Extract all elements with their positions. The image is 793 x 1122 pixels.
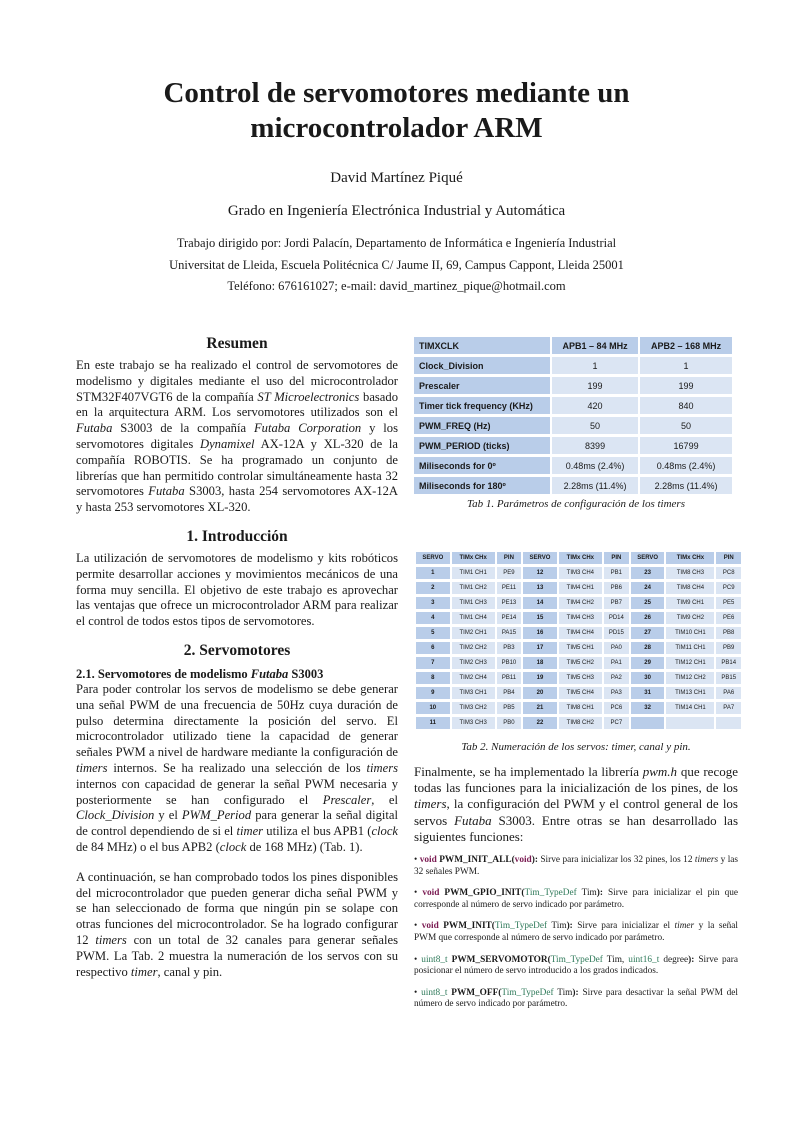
timer-channel: TIM11 CH1 xyxy=(666,642,714,654)
functions-block xyxy=(414,764,738,1011)
param-name: Miliseconds for 180º xyxy=(414,477,550,494)
timer-channel: TIM5 CH1 xyxy=(559,642,602,654)
header-cell: SERVO xyxy=(523,552,557,564)
apb1-value: 0.48ms (2.4%) xyxy=(552,457,638,474)
table-1-caption: Tab 1. Parámetros de configuración de los timers xyxy=(467,498,685,510)
affiliation-line-3: Teléfono: 676161027; e-mail: david_martinez_pique@hotmail.com xyxy=(227,279,566,293)
pin: PD15 xyxy=(604,627,629,639)
function-item: • void PWM_GPIO_INIT(Tim_TypeDef Tim): Sirve para inicializar el pin que corresponde al número de servo indicado por parámetro. xyxy=(414,888,739,910)
servo-number: 23 xyxy=(631,567,665,579)
pin: PE11 xyxy=(497,582,521,594)
table-row xyxy=(416,657,741,669)
apb1-value: 2.28ms (11.4%) xyxy=(552,477,638,494)
timer-channel: TIM9 CH2 xyxy=(666,612,714,624)
table-row xyxy=(414,437,732,454)
header-cell: TIMx CHx xyxy=(452,552,495,564)
timer-channel: TIM4 CH4 xyxy=(559,627,602,639)
timer-channel: TIM2 CH3 xyxy=(452,657,495,669)
intro-text: La utilización de servomotores de modelismo y kits robóticos permite desarrollar acciones y movimientos mecánicos de una forma muy sencilla. El objetivo de este trabajo es aprovechar las ventajas que ofrece un microcontrolador ARM para realizar el control de todos estos tipos de servomotores. xyxy=(76,550,398,629)
timer-channel: TIM1 CH3 xyxy=(452,597,495,609)
param-name: Miliseconds for 0º xyxy=(414,457,550,474)
servo-number: 1 xyxy=(416,567,450,579)
header-cell: PIN xyxy=(716,552,741,564)
servo-number: 14 xyxy=(523,597,557,609)
servo-number: 16 xyxy=(523,627,557,639)
servos-paragraph-1: Para poder controlar los servos de modelismo se debe generar una señal PWM de una frecuencia de 50Hz cuya duración de pulso determina directamente la posición del servo. El microcontrolador utilizado tiene la capacidad de generar señales PWM a nivel de hardware mediante la configuración de timers internos. Se ha realizado una selección de los timers internos con capacidad de generar la señal PWM necesaria y posteriormente se han configurado el Prescaler, el Clock_Division y el PWM_Period para generar la señal digital de control dependiendo de si el timer utiliza el bus APB1 (clock de 84 MHz) o el bus APB2 (clock de 168 MHz) (Tab. 1). xyxy=(76,681,399,854)
pin: PB5 xyxy=(497,702,521,714)
servo-number: 29 xyxy=(631,657,665,669)
pin: PA7 xyxy=(716,702,741,714)
table-row xyxy=(416,597,741,609)
function-item: • uint8_t PWM_SERVOMOTOR(Tim_TypeDef Tim, uint16_t degree): Sirve para posicionar el número de servo introducido a los grados indicados. xyxy=(414,954,738,977)
servo-number: 22 xyxy=(523,717,557,729)
pin: PC6 xyxy=(604,702,629,714)
left-column xyxy=(76,334,398,980)
table-header-row xyxy=(416,552,741,564)
pin: PB0 xyxy=(497,717,521,729)
affiliation-line-2: Universitat de Lleida, Escuela Politécnica C/ Jaume II, 69, Campus Cappont, Lleida 25001 xyxy=(169,258,624,272)
timer-channel: TIM12 CH2 xyxy=(666,672,714,684)
timer-channel: TIM13 CH1 xyxy=(666,687,714,699)
table-row xyxy=(416,672,741,684)
pin: PE13 xyxy=(497,597,521,609)
timer-channel: TIM5 CH4 xyxy=(559,687,602,699)
pin: PB10 xyxy=(497,657,521,669)
affiliation-line-1: Trabajo dirigido por: Jordi Palacín, Departamento de Informática e Ingeniería Industrial xyxy=(176,236,617,250)
servo-number: 25 xyxy=(631,597,665,609)
servo-number: 20 xyxy=(523,687,557,699)
param-name: Timer tick frequency (KHz) xyxy=(414,397,550,414)
servo-number: 6 xyxy=(416,642,450,654)
servo-number: 10 xyxy=(416,702,450,714)
header-cell: PIN xyxy=(604,552,629,564)
pin: PB6 xyxy=(604,582,629,594)
param-name: PWM_PERIOD (ticks) xyxy=(414,437,550,454)
header-cell: TIMXCLK xyxy=(414,337,550,354)
timer-config-table xyxy=(412,334,734,497)
timer-channel: TIM10 CH1 xyxy=(666,627,714,639)
timer-channel: TIM3 CH3 xyxy=(452,717,495,729)
timer-channel: TIM3 CH2 xyxy=(452,702,495,714)
servo-number xyxy=(631,717,665,729)
timer-channel: TIM12 CH1 xyxy=(666,657,714,669)
param-name: Prescaler xyxy=(414,377,550,394)
apb1-value: 50 xyxy=(552,417,638,434)
author: David Martínez Piqué xyxy=(330,170,463,186)
timer-channel: TIM4 CH2 xyxy=(559,597,602,609)
servo-number: 15 xyxy=(523,612,557,624)
servo-number: 5 xyxy=(416,627,450,639)
param-name: Clock_Division xyxy=(414,357,550,374)
timer-channel: TIM3 CH4 xyxy=(559,567,602,579)
apb2-value: 50 xyxy=(640,417,732,434)
apb2-value: 0.48ms (2.4%) xyxy=(640,457,732,474)
header-cell: TIMx CHx xyxy=(559,552,602,564)
resumen-title: Resumen xyxy=(206,335,268,352)
apb2-value: 199 xyxy=(640,377,732,394)
servo-number: 2 xyxy=(416,582,450,594)
function-item: • void PWM_INIT(Tim_TypeDef Tim): Sirve para inicializar el timer y la señal PWM que corresponde al número de servo indicado por parámetro. xyxy=(414,921,738,943)
timer-channel: TIM1 CH4 xyxy=(452,612,495,624)
table-row xyxy=(416,687,741,699)
pin: PA0 xyxy=(604,642,629,654)
table-row xyxy=(416,612,741,624)
timer-channel: TIM8 CH4 xyxy=(666,582,714,594)
timer-channel: TIM5 CH3 xyxy=(559,672,602,684)
servo-number: 4 xyxy=(416,612,450,624)
pin: PB1 xyxy=(604,567,629,579)
servo-number: 19 xyxy=(523,672,557,684)
servo-number: 21 xyxy=(523,702,557,714)
apb1-value: 420 xyxy=(552,397,638,414)
servo-number: 30 xyxy=(631,672,665,684)
table-row xyxy=(414,357,732,374)
pin: PB3 xyxy=(497,642,521,654)
timer-channel: TIM9 CH1 xyxy=(666,597,714,609)
servo-number: 13 xyxy=(523,582,557,594)
servo-number: 9 xyxy=(416,687,450,699)
timer-channel: TIM2 CH2 xyxy=(452,642,495,654)
timer-channel: TIM1 CH2 xyxy=(452,582,495,594)
servo-number: 31 xyxy=(631,687,665,699)
intro-title: 1. Introducción xyxy=(186,527,288,545)
table-row xyxy=(414,477,732,494)
pin: PB9 xyxy=(716,642,741,654)
timer-channel: TIM1 CH1 xyxy=(452,567,495,579)
table-row xyxy=(416,717,741,729)
servo-number: 26 xyxy=(631,612,665,624)
header-cell: SERVO xyxy=(416,552,450,564)
pin: PB4 xyxy=(497,687,521,699)
pin: PC8 xyxy=(716,567,741,579)
pin: PB11 xyxy=(497,672,521,684)
table-row xyxy=(416,702,741,714)
timer-channel xyxy=(666,717,714,729)
servo-number: 27 xyxy=(631,627,665,639)
pin: PC9 xyxy=(716,582,741,594)
final-paragraph: Finalmente, se ha implementado la librería pwm.h que recoge todas las funciones para la inicialización de los pines, de los timers, la configuración del PWM y el control general de los servos Futaba S3003. Entre otras se han desarrollado las siguientes funciones: xyxy=(414,764,739,844)
servo-number: 32 xyxy=(631,702,665,714)
pin: PE14 xyxy=(497,612,521,624)
servo-number: 7 xyxy=(416,657,450,669)
table-row xyxy=(416,582,741,594)
servos-paragraph-2: A continuación, se han comprobado todos los pines disponibles del microcontrolador que pueden generar dicha señal PWM y se han seleccionado de forma que ningún pin se solape con otras funciones del microcontrolador. Se ha logrado configurar 12 timers con un total de 32 canales para generar señales PWM. La Tab. 2 muestra la numeración de los servos con su respectivo timer, canal y pin. xyxy=(76,869,398,979)
pin xyxy=(716,717,741,729)
timer-channel: TIM8 CH1 xyxy=(559,702,602,714)
function-list xyxy=(414,855,738,1011)
timer-channel: TIM8 CH3 xyxy=(666,567,714,579)
pin: PA1 xyxy=(604,657,629,669)
table-row xyxy=(416,627,741,639)
pin: PA2 xyxy=(604,672,629,684)
pin: PA6 xyxy=(716,687,741,699)
pin: PC7 xyxy=(604,717,629,729)
header-cell: PIN xyxy=(497,552,521,564)
pin: PA3 xyxy=(604,687,629,699)
servo-number: 8 xyxy=(416,672,450,684)
pin: PD14 xyxy=(604,612,629,624)
pin: PB14 xyxy=(716,657,741,669)
header-cell: APB2 – 168 MHz xyxy=(640,337,732,354)
table-1-block xyxy=(414,334,738,510)
servo-number: 28 xyxy=(631,642,665,654)
apb2-value: 16799 xyxy=(640,437,732,454)
pin: PA15 xyxy=(497,627,521,639)
timer-channel: TIM5 CH2 xyxy=(559,657,602,669)
timer-channel: TIM8 CH2 xyxy=(559,717,602,729)
futaba-subtitle: 2.1. Servomotores de modelismo Futaba S3003 xyxy=(76,666,324,681)
apb1-value: 1 xyxy=(552,357,638,374)
degree: Grado en Ingeniería Electrónica Industrial y Automática xyxy=(227,203,566,219)
apb1-value: 199 xyxy=(552,377,638,394)
pin: PB8 xyxy=(716,627,741,639)
paper-title xyxy=(0,76,793,146)
function-item: • void PWM_INIT_ALL(void): Sirve para inicializar los 32 pines, los 12 timers y las 32 señales PWM. xyxy=(414,855,739,877)
servo-number: 11 xyxy=(416,717,450,729)
table-row xyxy=(414,417,732,434)
servo-number: 3 xyxy=(416,597,450,609)
function-item: • uint8_t PWM_OFF(Tim_TypeDef Tim): Sirve para desactivar la señal PWM del número de servo indicado por parámetro. xyxy=(414,987,739,1010)
table-2-caption: Tab 2. Numeración de los servos: timer, canal y pin. xyxy=(461,741,691,753)
table-header-row xyxy=(414,337,732,354)
apb2-value: 840 xyxy=(640,397,732,414)
pin: PE9 xyxy=(497,567,521,579)
table-row xyxy=(414,457,732,474)
title-line-2: microcontrolador ARM xyxy=(250,112,543,144)
pin: PB7 xyxy=(604,597,629,609)
timer-channel: TIM2 CH4 xyxy=(452,672,495,684)
servo-number: 17 xyxy=(523,642,557,654)
servos-title: 2. Servomotores xyxy=(183,641,291,659)
timer-channel: TIM4 CH1 xyxy=(559,582,602,594)
table-row xyxy=(416,567,741,579)
apb2-value: 2.28ms (11.4%) xyxy=(640,477,732,494)
servo-number: 12 xyxy=(523,567,557,579)
header-cell: SERVO xyxy=(631,552,665,564)
servo-number: 18 xyxy=(523,657,557,669)
header-cell: APB1 – 84 MHz xyxy=(552,337,638,354)
timer-channel: TIM14 CH1 xyxy=(666,702,714,714)
pin: PE5 xyxy=(716,597,741,609)
servo-number: 24 xyxy=(631,582,665,594)
timer-channel: TIM2 CH1 xyxy=(452,627,495,639)
timer-channel: TIM3 CH1 xyxy=(452,687,495,699)
table-row xyxy=(414,377,732,394)
timer-channel: TIM4 CH3 xyxy=(559,612,602,624)
header-cell: TIMx CHx xyxy=(666,552,714,564)
servo-numbering-table xyxy=(414,549,743,732)
resumen-text: En este trabajo se ha realizado el control de servomotores de modelismo y digitales mediante el uso del microcontrolador STM32F407VGT6 de la compañía ST Microelectronics basado en la arquitectura ARM. Los servomotores utilizados son el Futaba S3003 de la compañía Futaba Corporation y los servomotores digitales Dynamixel AX-12A y XL-320 de la compañía ROBOTIS. Se ha programado un conjunto de librerías que han permitido controlar simultáneamente hasta 32 servomotores Futaba S3003, hasta 254 servomotores AX-12A y hasta 253 servomotores XL-320. xyxy=(76,358,399,515)
pin: PE6 xyxy=(716,612,741,624)
title-line-1: Control de servomotores mediante un xyxy=(163,77,630,109)
pin: PB15 xyxy=(716,672,741,684)
table-row xyxy=(414,397,732,414)
param-name: PWM_FREQ (Hz) xyxy=(414,417,550,434)
apb2-value: 1 xyxy=(640,357,732,374)
table-row xyxy=(416,642,741,654)
apb1-value: 8399 xyxy=(552,437,638,454)
